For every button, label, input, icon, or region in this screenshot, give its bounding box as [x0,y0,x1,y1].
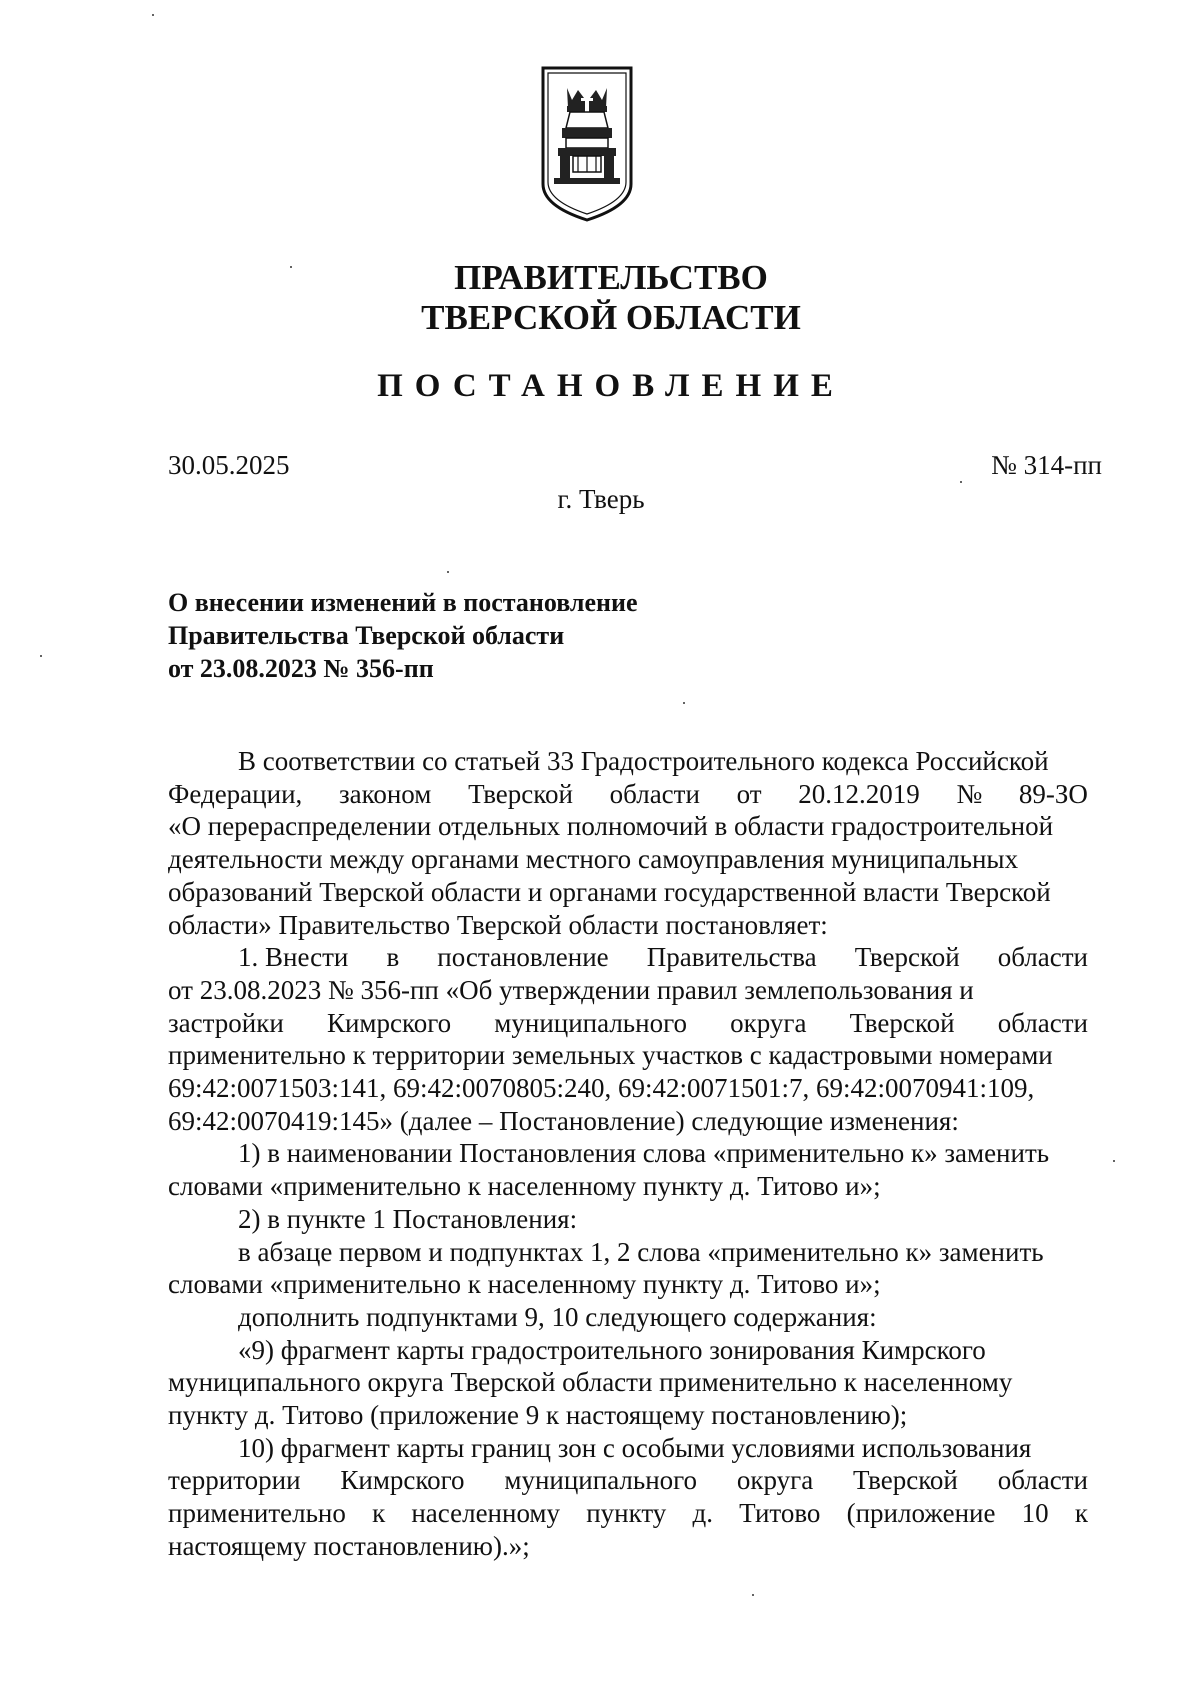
body-word: округа [736,1465,814,1496]
body-line: от 23.08.2023 № 356-пп «Об утверждении правил землепользования и [168,974,974,1005]
scan-speck [152,14,154,16]
body-word: пункту [586,1498,667,1529]
body-word: Федерации, [168,778,303,809]
body-line: деятельности между органами местного самоуправления муниципальных [168,844,1019,875]
body-line: «9) фрагмент карты градостроительного зонирования Кимрского [238,1334,986,1365]
body-word: Тверской [854,942,960,973]
body-word: Кимрского [340,1465,465,1496]
body-word: Правительства [646,942,817,973]
body-word: муниципального [504,1465,698,1496]
body-line: 1) в наименовании Постановления слова «применительно к» заменить [238,1138,1050,1169]
body-word: (приложение [846,1498,996,1529]
tver-coat-of-arms-icon [540,66,634,222]
document-city: г. Тверь [557,484,645,514]
body-word: применительно [168,1498,346,1529]
body-word: Титово [739,1498,821,1529]
body-word: области [997,1465,1088,1496]
body-word: населенному [411,1498,561,1529]
body-word: Тверской [849,1007,955,1038]
scan-speck [752,1594,754,1596]
body-word: 10 [1021,1498,1049,1529]
organization-name-line-2: ТВЕРСКОЙ ОБЛАСТИ [421,298,801,337]
document-title-line: Правительства Тверской области [168,621,565,650]
scan-speck [290,266,292,268]
body-line: 69:42:0070419:145» (далее – Постановление) следующие изменения: [168,1105,959,1136]
body-line: области» Правительство Тверской области постановляет: [168,909,828,940]
scan-speck [447,571,449,573]
body-line: пункту д. Титово (приложение 9 к настоящему постановлению); [168,1400,908,1431]
body-line: 69:42:0071503:141, 69:42:0070805:240, 69:42:0071501:7, 69:42:0070941:109, [168,1073,1035,1104]
body-word: к [1074,1498,1088,1529]
scan-speck [1113,1160,1115,1162]
body-word: 89-ЗО [1018,778,1088,809]
document-number: № 314-пп [991,450,1102,480]
body-line: муниципального округа Тверской области применительно к населенному [168,1367,1013,1398]
body-word: застройки [168,1007,284,1038]
body-line: В соответствии со статьей 33 Градостроительного кодекса Российской [238,746,1049,776]
body-word: области [997,1007,1088,1038]
body-word: территории [168,1465,301,1496]
scan-speck [683,702,685,704]
scan-speck [40,655,42,657]
document-type: ПОСТАНОВЛЕНИЕ [377,368,845,404]
body-word: д. [692,1498,713,1529]
body-line: применительно к территории земельных участков с кадастровыми номерами [168,1040,1053,1071]
body-word: области [609,778,700,809]
organization-name-line-1: ПРАВИТЕЛЬСТВО [454,258,768,297]
body-word: постановление [437,942,609,973]
body-word: Тверской [468,778,573,809]
document-date: 30.05.2025 [168,450,290,480]
body-word: законом [338,778,432,809]
body-word: № [956,778,983,809]
document-title-line: от 23.08.2023 № 356-пп [168,654,434,683]
document-body [168,745,1088,1563]
body-word: 20.12.2019 [798,778,920,809]
body-line [168,941,1088,974]
document-title [168,586,638,685]
body-line: 10) фрагмент карты границ зон с особыми условиями использования [238,1432,1032,1463]
body-line [168,1007,1088,1040]
body-word: в [386,942,400,973]
body-line: дополнить подпунктами 9, 10 следующего содержания: [238,1301,877,1332]
body-line: «О перераспределении отдельных полномочий в области градостроительной [168,811,1054,842]
body-line: словами «применительно к населенному пункту д. Титово и»; [168,1269,881,1300]
body-line [168,778,1088,811]
body-word: Тверской [852,1465,958,1496]
body-word: к [372,1498,386,1529]
body-word: от [736,778,762,809]
body-line [168,1497,1088,1530]
body-line: образований Тверской области и органами государственной власти Тверской [168,876,1051,907]
body-word: области [997,942,1088,973]
body-line: в абзаце первом и подпунктах 1, 2 слова «применительно к» заменить [238,1236,1044,1267]
document-title-line: О внесении изменений в постановление [168,588,638,617]
body-line: 2) в пункте 1 Постановления: [238,1203,578,1234]
body-line: настоящему постановлению).»; [168,1530,530,1561]
body-word: муниципального [494,1007,687,1038]
body-line [168,1464,1088,1497]
scan-speck [960,481,962,483]
body-word: Кимрского [326,1007,452,1038]
body-word: 1. Внести [238,942,349,973]
body-word: округа [730,1007,807,1038]
body-line: словами «применительно к населенному пункту д. Титово и»; [168,1171,881,1202]
